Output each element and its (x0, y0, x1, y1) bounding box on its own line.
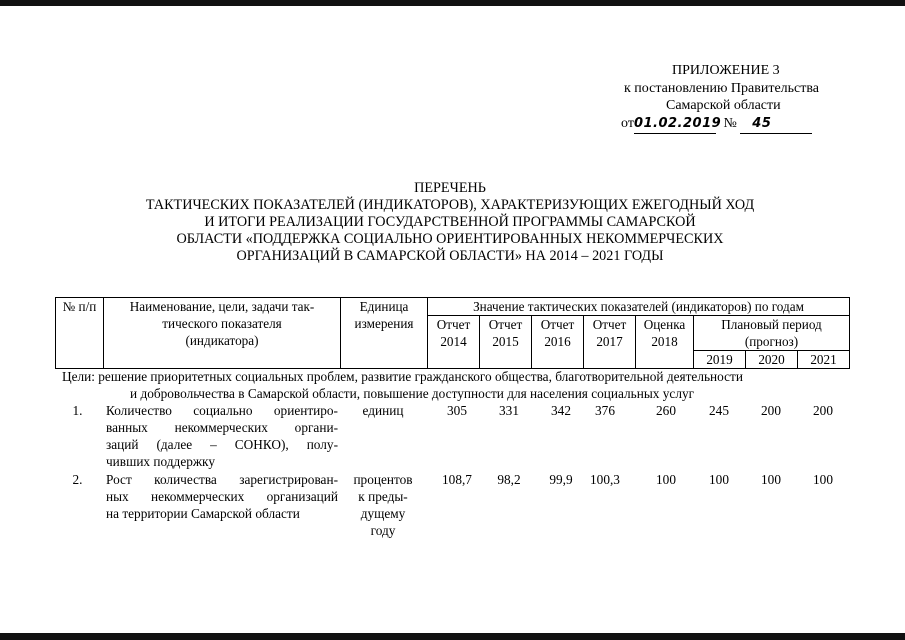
heading-line-5: ОРГАНИЗАЦИЙ В САМАРСКОЙ ОБЛАСТИ» НА 2014 – 2021 ГОДЫ (236, 248, 664, 264)
row-value-2020: 100 (761, 472, 781, 487)
header-values-title: Значение тактических показателей (индикаторов) по годам (428, 298, 850, 316)
row-value-2020: 200 (761, 403, 781, 418)
number-prefix: № (723, 116, 737, 131)
table-row (0, 402, 905, 472)
annex-line-2: к постановлению Правительства (624, 81, 820, 96)
row-name-line: заций (далее – СОНКО), полу- (106, 437, 338, 452)
header-report-2016 (532, 316, 584, 369)
number-handwritten: 45 (752, 116, 772, 131)
date-prefix: от (621, 116, 634, 131)
header-num: № п/п (56, 298, 104, 369)
header-report-2017 (584, 316, 636, 369)
header-unit-line-2: измерения (354, 316, 414, 331)
row-name-line: Рост количества зарегистрирован- (106, 472, 338, 487)
header-report-label: Отчет (592, 317, 627, 332)
row-value-2014: 108,7 (442, 472, 472, 487)
heading-line-3: И ИТОГИ РЕАЛИЗАЦИИ ГОСУДАРСТВЕННОЙ ПРОГРАММЫ САМАРСКОЙ (204, 214, 696, 230)
row-value-2021: 100 (813, 472, 833, 487)
row-value-2017: 376 (595, 403, 615, 418)
header-planned-line-1: Плановый период (721, 317, 822, 332)
row-num: 2. (72, 472, 83, 487)
row-unit: единиц (362, 403, 404, 418)
header-report-label: Отчет (540, 317, 575, 332)
annex-title: ПРИЛОЖЕНИЕ 3 (672, 63, 780, 78)
date-handwritten: 01.02.2019 (633, 116, 722, 131)
row-value-2016: 99,9 (549, 472, 573, 487)
row-value-2015: 98,2 (497, 472, 521, 487)
header-estimate-2018 (636, 316, 694, 369)
row-value-2021: 200 (813, 403, 833, 418)
header-year-2021: 2021 (798, 351, 850, 369)
row-value-2019: 245 (709, 403, 729, 418)
goal-line-2: и добровольчества в Самарской области, повышение доступности для населения социальных услуг (130, 386, 695, 401)
row-value-2018: 260 (656, 403, 676, 418)
row-unit-line: процентов (353, 472, 413, 487)
number-field (740, 115, 812, 134)
header-planned-line-2: (прогноз) (744, 334, 799, 349)
row-value-2017: 100,3 (590, 472, 620, 487)
scan-bottom-border (0, 633, 905, 640)
row-name-line: ванных некоммерческих органи- (106, 420, 338, 435)
header-unit-line-1: Единица (359, 299, 409, 314)
row-unit-line: году (370, 523, 396, 538)
row-unit (343, 471, 423, 539)
scan-top-border (0, 0, 905, 6)
date-field (633, 115, 722, 134)
header-year-2017: 2017 (596, 334, 623, 349)
header-year-2019: 2019 (694, 351, 746, 369)
annex-date-line (621, 115, 812, 134)
header-planned (694, 316, 850, 351)
header-estimate-label: Оценка (643, 317, 686, 332)
header-name-line-3: (индикатора) (185, 333, 259, 348)
row-num: 1. (72, 403, 83, 418)
row-value-2014: 305 (447, 403, 467, 418)
row-name (106, 402, 338, 470)
table-row (0, 471, 905, 541)
header-name-line-1: Наименование, цели, задачи так- (129, 299, 315, 314)
header-report-label: Отчет (488, 317, 523, 332)
row-unit-line: дущему (360, 506, 406, 521)
header-year-2015: 2015 (492, 334, 519, 349)
header-year-2014: 2014 (440, 334, 467, 349)
goal-line-1: Цели: решение приоритетных социальных проблем, развитие гражданского общества, благотворительной деятельности (62, 369, 743, 384)
header-year-2018: 2018 (651, 334, 678, 349)
heading-line-4: ОБЛАСТИ «ПОДДЕРЖКА СОЦИАЛЬНО ОРИЕНТИРОВАННЫХ НЕКОММЕРЧЕСКИХ (176, 231, 724, 247)
heading-line-2: ТАКТИЧЕСКИХ ПОКАЗАТЕЛЕЙ (ИНДИКАТОРОВ), ХАРАКТЕРИЗУЮЩИХ ЕЖЕГОДНЫЙ ХОД (145, 197, 755, 213)
header-name-line-2: тического показателя (162, 316, 282, 331)
header-report-label: Отчет (436, 317, 471, 332)
goal-statement (62, 368, 852, 402)
row-value-2016: 342 (551, 403, 571, 418)
header-year-2020: 2020 (746, 351, 798, 369)
row-value-2015: 331 (499, 403, 519, 418)
heading-line-1: ПЕРЕЧЕНЬ (414, 180, 486, 196)
row-unit-line: к преды- (358, 489, 408, 504)
indicator-table-header (55, 297, 850, 369)
header-unit (341, 298, 428, 369)
row-name-line: ных некоммерческих организаций (106, 489, 338, 504)
row-name (106, 471, 338, 522)
row-value-2018: 100 (656, 472, 676, 487)
row-name-line: Количество социально ориентиро- (106, 403, 338, 418)
document-heading (100, 180, 800, 265)
header-year-2016: 2016 (544, 334, 571, 349)
row-value-2019: 100 (709, 472, 729, 487)
header-name (104, 298, 341, 369)
row-name-line: чивших поддержку (106, 454, 215, 469)
row-name-line: на территории Самарской области (106, 506, 300, 521)
annex-line-3: Самарской области (666, 98, 781, 113)
header-report-2014 (428, 316, 480, 369)
header-report-2015 (480, 316, 532, 369)
